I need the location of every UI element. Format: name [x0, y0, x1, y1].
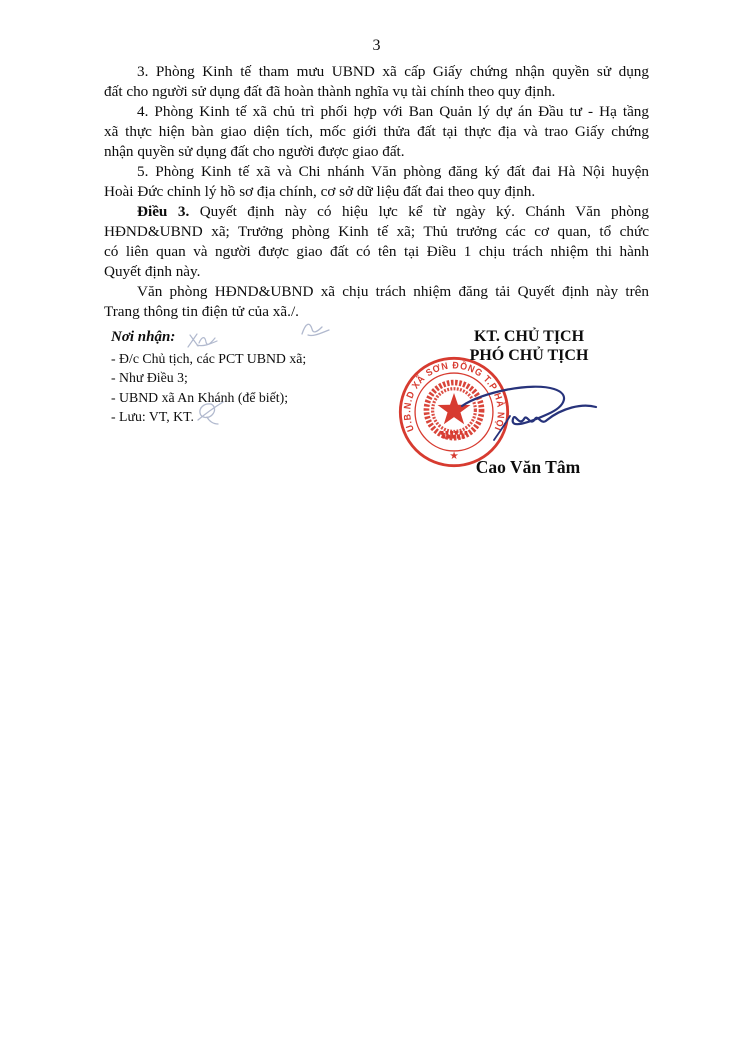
stamp-ring-text: U.B.N.D XÃ SƠN ĐỒNG T.P HÀ NỘI — [402, 360, 506, 433]
text-segment: Hoài Đức chỉnh lý hồ sơ địa chính, cơ sở dữ liệu đất đai theo quy định. — [104, 183, 536, 200]
text-segment: nhận quyền sử dụng đất cho người được giao đất. — [104, 143, 405, 160]
text-segment: 4. Phòng Kinh tế xã chủ trì phối hợp với Ban Quản lý dự án Đầu tư - Hạ tầng — [137, 103, 649, 120]
recipient-item: - Như Điều 3; — [111, 370, 188, 386]
text-segment: có liên quan và người được giao đất có tên tại Điều 1 chịu trách nhiệm thi hành — [104, 243, 649, 260]
text-line — [104, 262, 649, 282]
text-line — [104, 182, 649, 202]
signer-name: Cao Văn Tâm — [475, 457, 581, 477]
text-segment: Quyết định này có hiệu lực kể từ ngày ký. Chánh Văn phòng — [189, 203, 649, 220]
text-line — [104, 302, 649, 322]
text-line — [104, 142, 649, 162]
text-line — [104, 202, 649, 222]
text-segment: HĐND&UBND xã; Trưởng phòng Kinh tế xã; Thủ trưởng các cơ quan, tổ chức — [104, 223, 649, 240]
text-segment-bold: Điều 3. — [137, 203, 190, 220]
text-line — [104, 222, 649, 242]
recipients-list — [111, 349, 381, 426]
text-segment: Quyết định này. — [104, 263, 201, 280]
recipient-item: - UBND xã An Khánh (để biết); — [111, 389, 289, 405]
text-segment: Trang thông tin điện tử của xã./. — [104, 303, 299, 320]
text-segment: Văn phòng HĐND&UBND xã chịu trách nhiệm đăng tải Quyết định này trên — [137, 283, 649, 300]
recipients-block — [111, 329, 381, 426]
recipients-header: Nơi nhận: — [111, 329, 176, 345]
text-line — [104, 282, 649, 302]
text-line — [104, 242, 649, 262]
handwritten-initial-mark — [193, 398, 227, 428]
signature-title-line1: KT. CHỦ TỊCH — [473, 328, 585, 345]
page-number: 3 — [372, 37, 381, 54]
text-line — [104, 62, 649, 82]
handwritten-initial-mark — [184, 329, 220, 353]
text-segment: 3. Phòng Kinh tế tham mưu UBND xã cấp Giấy chứng nhận quyền sử dụng — [137, 63, 649, 80]
text-line — [104, 102, 649, 122]
text-line — [104, 162, 649, 182]
recipient-item: - Lưu: VT, KT. — [111, 408, 194, 424]
text-segment: 5. Phòng Kinh tế xã và Chi nhánh Văn phòng đăng ký đất đai Hà Nội huyện — [137, 163, 649, 180]
text-line — [104, 122, 649, 142]
stamp-bottom-star: ★ — [449, 451, 459, 463]
document-body-text — [104, 62, 649, 322]
text-segment: xã thực hiện bàn giao diện tích, mốc giới thửa đất tại thực địa và trao Giấy chứng — [104, 123, 649, 140]
recipient-item: - Đ/c Chủ tịch, các PCT UBND xã; — [111, 351, 307, 366]
text-segment: đất cho người sử dụng đất đã hoàn thành nghĩa vụ tài chính theo quy định. — [104, 83, 556, 100]
signature-ink — [452, 376, 604, 448]
signature-title-line2: PHÓ CHỦ TỊCH — [469, 346, 589, 364]
text-line — [104, 82, 649, 102]
